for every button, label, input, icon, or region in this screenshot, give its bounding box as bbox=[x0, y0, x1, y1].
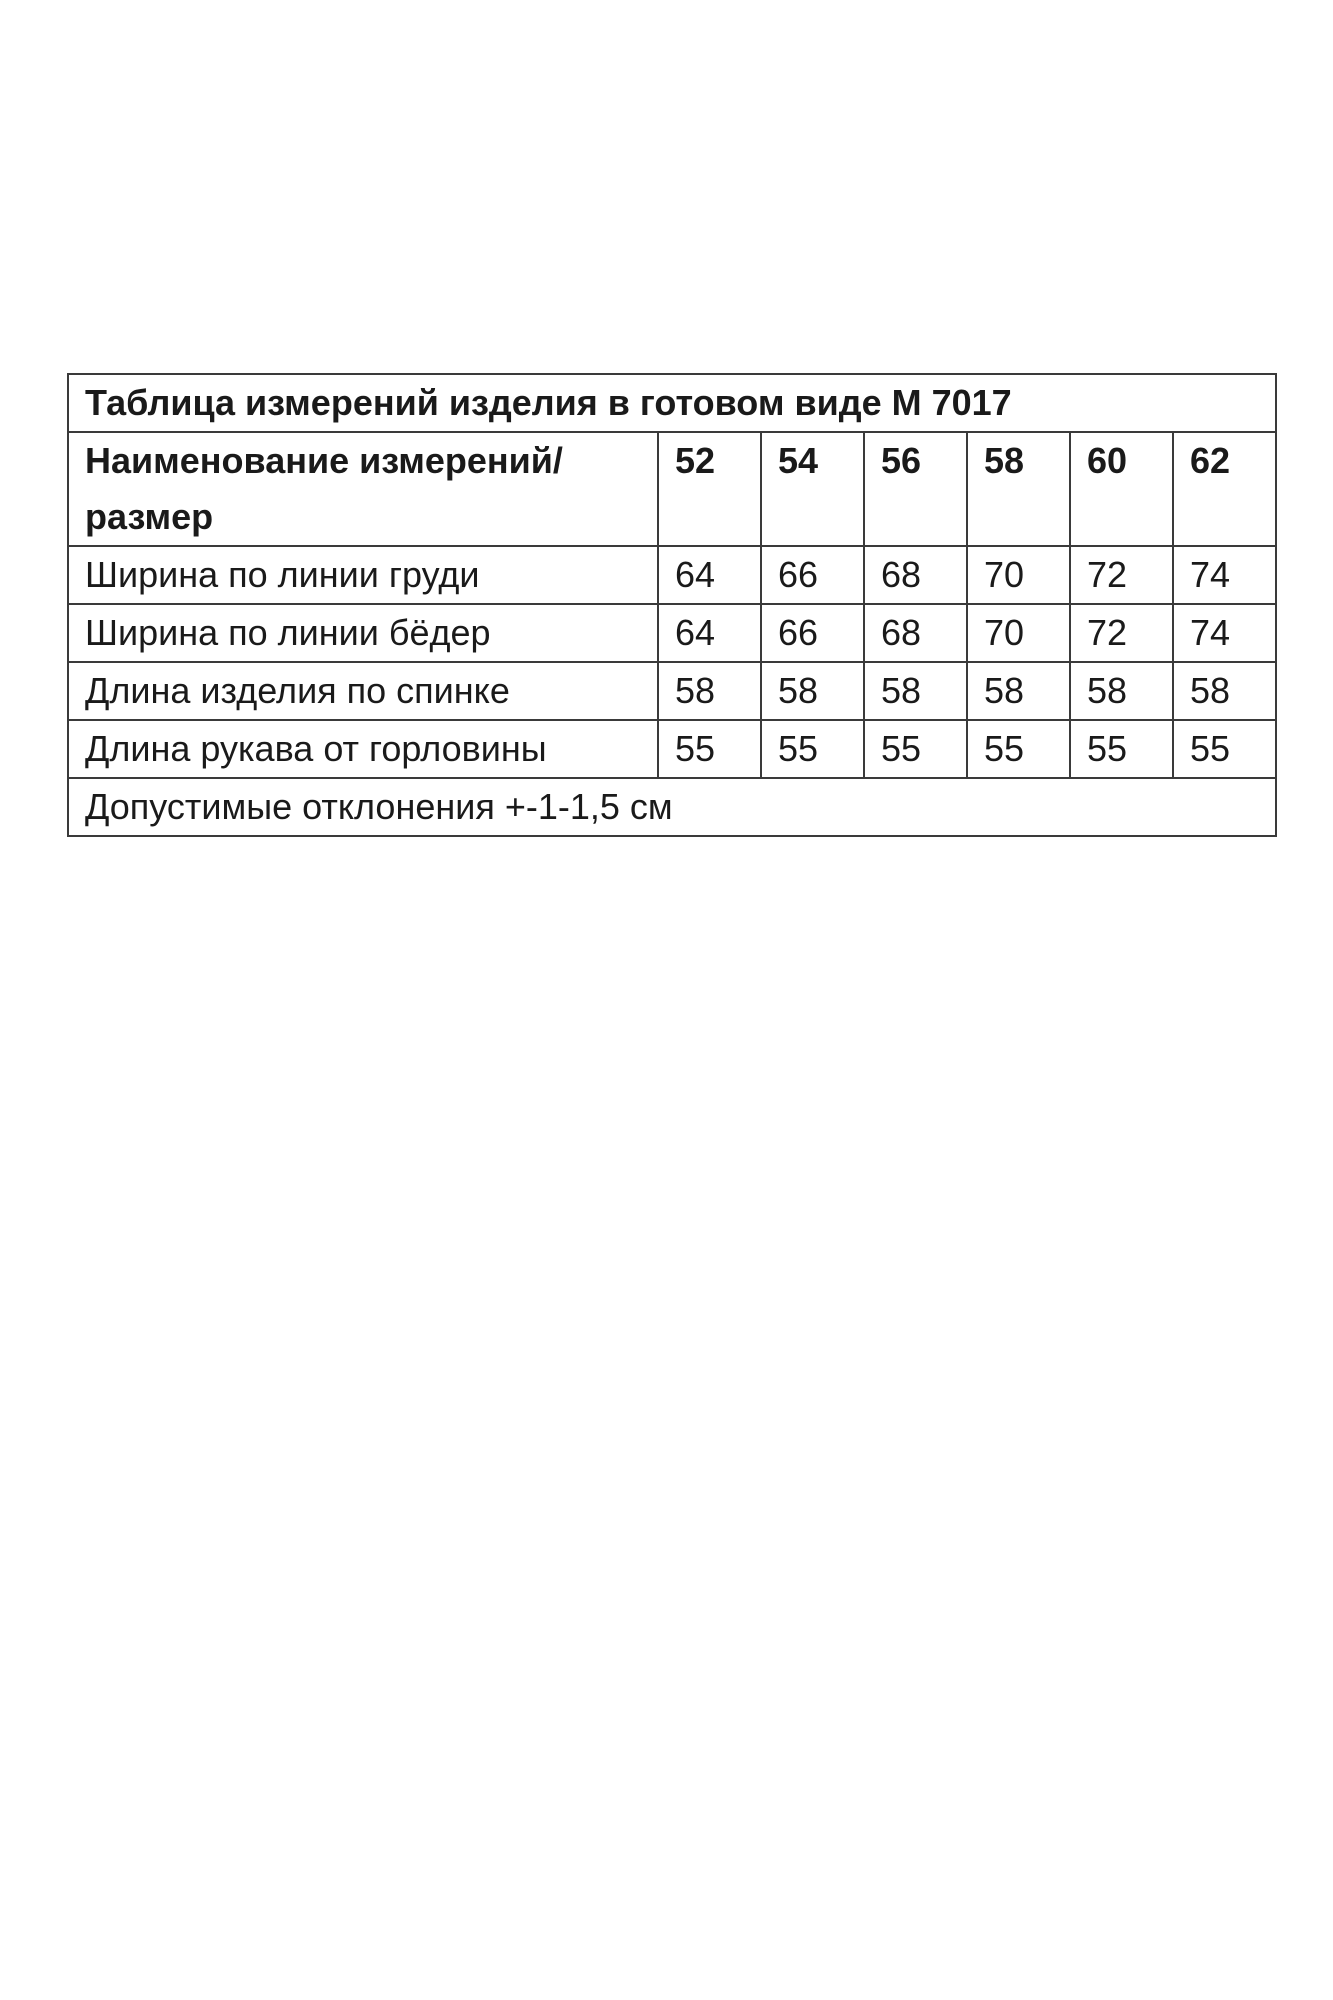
table-header-row bbox=[68, 432, 1276, 546]
measurement-value: 68 bbox=[864, 604, 967, 662]
measurement-value: 55 bbox=[658, 720, 761, 778]
measurement-value: 58 bbox=[658, 662, 761, 720]
measurement-name: Ширина по линии груди bbox=[68, 546, 658, 604]
size-header: 62 bbox=[1173, 432, 1276, 546]
table-row bbox=[68, 604, 1276, 662]
measurement-value: 74 bbox=[1173, 546, 1276, 604]
measurement-value: 58 bbox=[1070, 662, 1173, 720]
size-header: 56 bbox=[864, 432, 967, 546]
measurement-value: 72 bbox=[1070, 604, 1173, 662]
measurement-value: 68 bbox=[864, 546, 967, 604]
measurement-value: 74 bbox=[1173, 604, 1276, 662]
table-footnote-row bbox=[68, 778, 1276, 836]
measurement-name: Длина изделия по спинке bbox=[68, 662, 658, 720]
measurement-value: 64 bbox=[658, 604, 761, 662]
measurement-value: 58 bbox=[761, 662, 864, 720]
header-label-cell bbox=[68, 432, 658, 546]
measurement-value: 55 bbox=[761, 720, 864, 778]
header-label: Наименование измерений/размер bbox=[85, 440, 563, 537]
measurement-value: 55 bbox=[967, 720, 1070, 778]
measurement-value: 58 bbox=[864, 662, 967, 720]
table-title-row bbox=[68, 374, 1276, 432]
measurement-value: 70 bbox=[967, 546, 1070, 604]
measurement-value: 64 bbox=[658, 546, 761, 604]
measurement-value: 66 bbox=[761, 546, 864, 604]
measurement-value: 58 bbox=[967, 662, 1070, 720]
measurement-value: 55 bbox=[864, 720, 967, 778]
tolerance-note: Допустимые отклонения +-1-1,5 см bbox=[68, 778, 1276, 836]
size-header: 58 bbox=[967, 432, 1070, 546]
measurement-value: 70 bbox=[967, 604, 1070, 662]
measurement-value: 55 bbox=[1173, 720, 1276, 778]
size-header: 54 bbox=[761, 432, 864, 546]
table-row bbox=[68, 546, 1276, 604]
size-header: 52 bbox=[658, 432, 761, 546]
measurement-value: 72 bbox=[1070, 546, 1173, 604]
measurement-name: Ширина по линии бёдер bbox=[68, 604, 658, 662]
table-row bbox=[68, 662, 1276, 720]
measurement-value: 55 bbox=[1070, 720, 1173, 778]
table-title: Таблица измерений изделия в готовом виде М 7017 bbox=[68, 374, 1276, 432]
table-row bbox=[68, 720, 1276, 778]
measurement-value: 66 bbox=[761, 604, 864, 662]
measurement-value: 58 bbox=[1173, 662, 1276, 720]
size-chart-table bbox=[67, 373, 1277, 837]
measurement-name: Длина рукава от горловины bbox=[68, 720, 658, 778]
size-header: 60 bbox=[1070, 432, 1173, 546]
